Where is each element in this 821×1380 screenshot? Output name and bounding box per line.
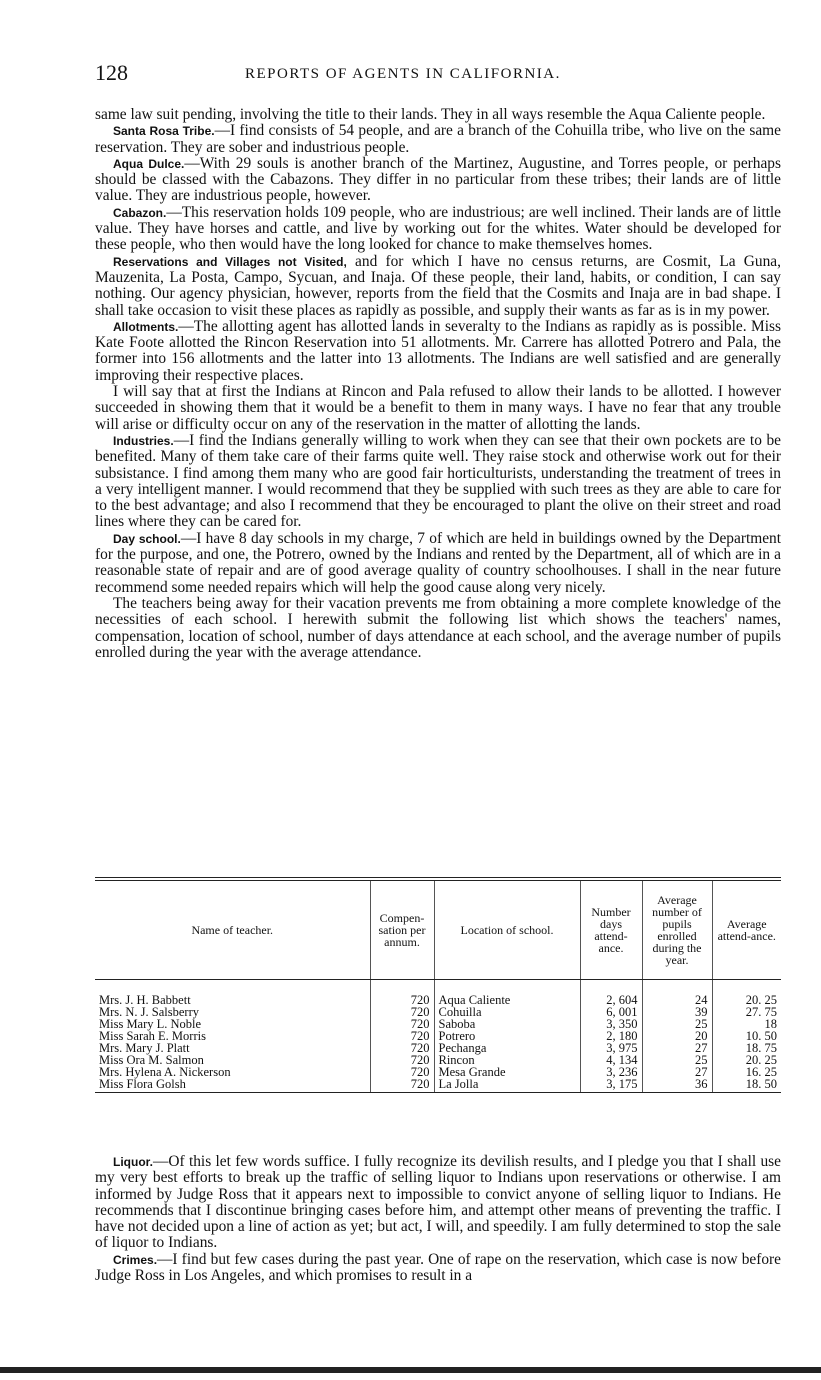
cell-location: Aqua Caliente: [434, 994, 580, 1006]
table-row: [95, 1078, 781, 1092]
cell-days: 4, 134: [580, 1054, 642, 1066]
cell-compensation: 720: [370, 1006, 434, 1018]
paragraph-cabazon: [95, 205, 781, 254]
cell-compensation: 720: [370, 1054, 434, 1066]
running-title: REPORTS OF AGENTS IN CALIFORNIA.: [245, 66, 561, 82]
cell-location: Potrero: [434, 1030, 580, 1042]
paragraph-text: —Of this let few words suffice. I fully recognize its devilish results, and I pledge you that I shall use my very best efforts to break up the traffic of selling liquor to Indians upon reservations or otherwise. I am informed by Judge Ross that it appears next to impossible to convict anyone of selling liquor to Indians. He recommends that I discontinue bringing cases before him, and attempt other means of preventing the traffic. I have not decided upon a line of action as yet; but act, I will, and speedily. I am fully determined to stop the sale of liquor to Indians.: [95, 1153, 781, 1252]
cell-days: 3, 236: [580, 1066, 642, 1078]
cell-days: 3, 975: [580, 1042, 642, 1054]
cell-enrolled: 27: [642, 1042, 712, 1054]
cell-attendance: 18. 50: [712, 1078, 781, 1092]
table-row: [95, 1030, 781, 1042]
paragraph-text: —I have 8 day schools in my charge, 7 of which are held in buildings owned by the Department for the purpose, and one, the Potrero, owned by the Indians and rented by the Department, all of which are in a reasonable state of repair and are of good average quality of country schoolhouses. I shall in the near future recommend some needed repairs which will help the good cause along very nicely.: [95, 529, 781, 596]
cell-compensation: 720: [370, 1078, 434, 1092]
cell-days: 3, 350: [580, 1018, 642, 1030]
cell-attendance: 18: [712, 1018, 781, 1030]
paragraph-crimes: [95, 1252, 781, 1285]
cell-name: Mrs. N. J. Salsberry: [99, 1004, 199, 1019]
body-text: [95, 107, 781, 661]
cell-attendance: 20. 25: [712, 994, 781, 1006]
header-attendance: Average attend-ance.: [712, 881, 781, 979]
cell-enrolled: 27: [642, 1066, 712, 1078]
cell-name: Mrs. Hylena A. Nickerson: [99, 1064, 231, 1079]
paragraph-continuation: [95, 107, 781, 123]
paragraph-aqua-dulce: [95, 156, 781, 205]
cell-location: Cohuilla: [434, 1006, 580, 1018]
page-number: 128: [95, 60, 128, 85]
cell-name: Mrs. Mary J. Platt: [99, 1040, 190, 1055]
cell-enrolled: 39: [642, 1006, 712, 1018]
paragraph-heading: Crimes.: [113, 1252, 158, 1267]
paragraph-liquor: [95, 1154, 781, 1252]
table-row: [95, 1018, 781, 1030]
cell-days: 3, 175: [580, 1078, 642, 1092]
cell-enrolled: 25: [642, 1054, 712, 1066]
paragraph-text: I will say that at first the Indians at Rincon and Pala refused to allow their lands to be allotted. I however succeeded in showing them that it would be a benefit to them in many ways. I have no fear that any trouble will arise or difficulty occur on any of the reservation in the matter of allotting the lands.: [95, 383, 781, 433]
header-enrolled: Average number of pupils enrolled during the year.: [642, 881, 712, 979]
paragraph-day-school: [95, 531, 781, 596]
cell-compensation: 720: [370, 1030, 434, 1042]
cell-compensation: 720: [370, 994, 434, 1006]
cell-enrolled: 20: [642, 1030, 712, 1042]
cell-location: La Jolla: [434, 1078, 580, 1092]
paragraph-text: —I find the Indians generally willing to work when they can see that their own pockets are to be benefited. Many of them take care of their farms quite well. They raise stock and otherwise work out for their subsistance. I find among them many who are good fair horticulturists, understanding the treatment of trees in a very intelligent manner. I would recommend that they be supplied with such trees as they are able to care for to the best advantage; and also I recommend that they be encouraged to plant the olive on their street and road lines where they can be cared for.: [95, 431, 781, 531]
paragraph-heading: Allotments.: [113, 319, 179, 334]
cell-location: Saboba: [434, 1018, 580, 1030]
paragraph-heading: Santa Rosa Tribe.: [113, 124, 215, 139]
cell-attendance: 20. 25: [712, 1054, 781, 1066]
paragraph-text: The teachers being away for their vacation prevents me from obtaining a more complete knowledge of the necessities of each school. I herewith submit the following list which shows the teachers' names, compensation, location of school, number of days attendance at each school, and the average number of pupils enrolled during the year with the average attendance.: [95, 594, 781, 661]
page-bottom-edge: [0, 1367, 821, 1373]
paragraph-teachers: [95, 596, 781, 661]
cell-days: 2, 604: [580, 994, 642, 1006]
paragraph-heading: Cabazon.: [113, 205, 167, 220]
header-days: Number days attend-ance.: [580, 881, 642, 979]
header-location: Location of school.: [434, 881, 580, 979]
table-bottom-rule: [95, 1092, 781, 1093]
cell-enrolled: 25: [642, 1018, 712, 1030]
table-row: [95, 1042, 781, 1054]
header-name: Name of teacher.: [95, 881, 370, 979]
paragraph-santa-rosa: [95, 123, 781, 156]
cell-attendance: 10. 50: [712, 1030, 781, 1042]
paragraph-text: —The allotting agent has allotted lands in severalty to the Indians as rapidly as is possible. Miss Kate Foote allotted the Rincon Reservation into 51 allotments. Mr. Carrere has allotted Potrero and Pala, the former into 156 allotments and the latter into 13 allotments. The Indians are well satisfied and are generally improving their respective places.: [95, 317, 781, 384]
paragraph-text: —With 29 souls is another branch of the Martinez, Augustine, and Torres people, or perhaps should be classed with the Cabazons. They differ in no particular from these tribes; their lands are of little value. They are industrious people, however.: [95, 154, 781, 205]
paragraph-not-visited: [95, 254, 781, 319]
paragraph-rincon-pala: [95, 384, 781, 433]
paragraph-heading: Liquor.: [113, 1155, 153, 1169]
paragraph-text: —I find but few cases during the past year. One of rape on the reservation, which case is now before Judge Ross in Los Angeles, and which promises to result in a: [95, 1250, 781, 1285]
header-compensation: Compen-sation per annum.: [370, 881, 434, 979]
cell-attendance: 27. 75: [712, 1006, 781, 1018]
cell-location: Rincon: [434, 1054, 580, 1066]
paragraph-text: —I find consists of 54 people, and are a branch of the Cohuilla tribe, who live on the same reservation. They are sober and industrious people.: [95, 122, 781, 156]
paragraph-industries: [95, 433, 781, 531]
paragraph-heading: Industries.: [113, 433, 174, 448]
table-header-row: [95, 881, 781, 979]
cell-name: Miss Ora M. Salmon: [99, 1052, 204, 1067]
cell-days: 6, 001: [580, 1006, 642, 1018]
cell-attendance: 16. 25: [712, 1066, 781, 1078]
cell-enrolled: 36: [642, 1078, 712, 1092]
paragraph-text: and for which I have no census returns, are Cosmit, La Guna, Mauzenita, La Posta, Campo, Sycuan, and Inaja. Of these people, their land, habits, or condition, I can say nothing. Our agency physician, however, reports from the field that the Cosmits and Inaja are in bad shape. I shall take occasion to visit these places as rapidly as possible, and supply their wants as far as is in my power.: [95, 252, 781, 319]
paragraph-heading: Day school.: [113, 531, 181, 546]
cell-days: 2, 180: [580, 1030, 642, 1042]
table-row: [95, 994, 781, 1006]
paragraph-text: same law suit pending, involving the title to their lands. They in all ways resemble the Aqua Caliente people.: [95, 106, 766, 123]
cell-name: Miss Sarah E. Morris: [99, 1028, 206, 1043]
cell-compensation: 720: [370, 1042, 434, 1054]
table-row: [95, 1066, 781, 1078]
paragraph-heading: Aqua Dulce.: [113, 156, 185, 171]
table-row: [95, 1006, 781, 1018]
cell-name: Miss Mary L. Noble: [99, 1016, 202, 1031]
table-spacer-row: [95, 979, 781, 994]
teacher-table-grid: [95, 881, 781, 1092]
cell-location: Pechanga: [434, 1042, 580, 1054]
cell-name: Miss Flora Golsh: [99, 1076, 186, 1091]
table-row: [95, 1054, 781, 1066]
cell-compensation: 720: [370, 1066, 434, 1078]
cell-name: Mrs. J. H. Babbett: [99, 992, 191, 1007]
cell-attendance: 18. 75: [712, 1042, 781, 1054]
paragraph-heading: Reservations and Villages not Visited,: [113, 254, 347, 269]
lower-body-text: [95, 1154, 781, 1284]
cell-compensation: 720: [370, 1018, 434, 1030]
cell-location: Mesa Grande: [434, 1066, 580, 1078]
paragraph-allotments: [95, 319, 781, 384]
paragraph-text: —This reservation holds 109 people, who are industrious; are well inclined. Their lands are of little value. They have horses and cattle, and live by working out for the whites. Water should be developed for these people, who then would have the long looked for chance to make themselves homes.: [95, 203, 781, 254]
teacher-table: [95, 877, 781, 1093]
cell-enrolled: 24: [642, 994, 712, 1006]
